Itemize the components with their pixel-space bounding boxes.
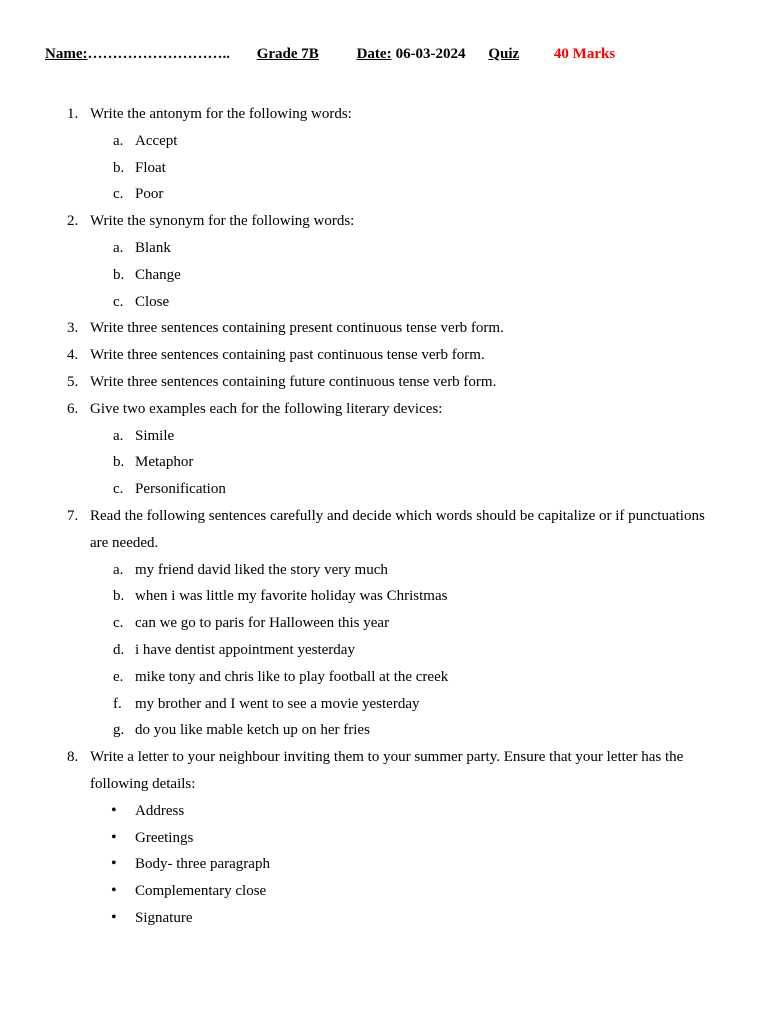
question-1 [0, 101, 768, 128]
quiz-label: Quiz [488, 46, 520, 62]
question-number: 4. [67, 347, 79, 364]
sub-item-text: Poor [135, 186, 164, 203]
sub-item-text: when i was little my favorite holiday was Christmas [135, 588, 448, 605]
sub-item-marker: a. [113, 561, 124, 578]
bullet-item [0, 825, 768, 852]
question-text: Give two examples each for the following literary devices: [90, 400, 443, 417]
sub-item-marker: a. [113, 427, 124, 444]
sub-item-text: Accept [135, 132, 178, 149]
bullet-icon: • [111, 828, 117, 846]
name-label: Name: [45, 46, 88, 62]
question-text: Write the synonym for the following words: [90, 213, 355, 230]
question-3 [0, 315, 768, 342]
question-text: Write three sentences containing future continuous tense verb form. [90, 373, 497, 390]
question-text: Write three sentences containing past continuous tense verb form. [90, 347, 485, 364]
bullet-item [0, 905, 768, 932]
sub-item-marker: g. [113, 722, 125, 739]
sub-item-marker: b. [113, 454, 125, 471]
question-2 [0, 208, 768, 235]
sub-item-marker: f. [113, 695, 122, 712]
sub-item-text: Personification [135, 481, 226, 498]
sub-item [0, 610, 768, 637]
question-text: Write the antonym for the following words: [90, 106, 352, 122]
sub-item [0, 449, 768, 476]
question-list [0, 101, 768, 932]
sub-item [0, 557, 768, 584]
sub-item-text: Metaphor [135, 454, 194, 471]
sub-item-text: Float [135, 159, 166, 176]
sub-item-marker: c. [113, 293, 124, 310]
question-number: 3. [67, 320, 79, 337]
grade-label: Grade 7B [256, 46, 319, 62]
quiz-header [45, 46, 615, 63]
total-marks: 40 Marks [553, 46, 616, 62]
question-6 [0, 396, 768, 423]
question-7 [0, 503, 768, 557]
question-number: 6. [67, 400, 79, 417]
date-value: 06-03-2024 [395, 46, 466, 62]
sub-item-marker: a. [113, 239, 124, 256]
sub-item-text: my friend david liked the story very much [135, 561, 388, 578]
bullet-item [0, 798, 768, 825]
sub-item-marker: c. [113, 481, 124, 498]
sub-item [0, 664, 768, 691]
sub-item-marker: a. [113, 132, 124, 149]
sub-item-text: can we go to paris for Halloween this year [135, 615, 390, 632]
sub-item-text: Body- three paragraph [135, 856, 270, 873]
sub-item [0, 128, 768, 155]
bullet-icon: • [111, 882, 117, 900]
sub-item-text: do you like mable ketch up on her fries [135, 722, 370, 739]
question-number: 7. [67, 507, 79, 524]
sub-item-text: i have dentist appointment yesterday [135, 641, 355, 658]
sub-item-marker: d. [113, 641, 125, 658]
sub-item [0, 181, 768, 208]
question-8 [0, 744, 768, 798]
bullet-icon: • [111, 908, 117, 926]
question-number: 1. [67, 106, 79, 122]
bullet-item [0, 851, 768, 878]
sub-item-marker: e. [113, 668, 124, 685]
question-number: 5. [67, 373, 79, 390]
sub-item-text: mike tony and chris like to play football at the creek [135, 668, 449, 685]
sub-item [0, 583, 768, 610]
sub-item [0, 235, 768, 262]
sub-item [0, 476, 768, 503]
sub-item-text: Greetings [135, 829, 194, 846]
sub-item [0, 262, 768, 289]
sub-item-marker: c. [113, 615, 124, 632]
sub-item [0, 155, 768, 182]
sub-item [0, 637, 768, 664]
sub-item-marker: b. [113, 588, 125, 605]
sub-item-text: Close [135, 293, 170, 310]
sub-item-marker: b. [113, 266, 125, 283]
sub-item-text: Blank [135, 239, 171, 256]
sub-item-text: my brother and I went to see a movie yesterday [135, 695, 420, 712]
sub-item-text: Complementary close [135, 883, 267, 900]
question-4 [0, 342, 768, 369]
question-text: Read the following sentences carefully and decide which words should be capitalize or if punctuations are needed. [90, 507, 705, 551]
sub-item [0, 717, 768, 744]
sub-item-text: Change [135, 266, 181, 283]
sub-item-text: Address [135, 802, 185, 819]
question-text: Write three sentences containing present continuous tense verb form. [90, 320, 504, 337]
sub-item-marker: b. [113, 159, 125, 176]
question-number: 2. [67, 213, 79, 230]
question-5 [0, 369, 768, 396]
bullet-icon: • [111, 801, 117, 819]
question-number: 8. [67, 749, 79, 766]
date-label: Date: [356, 46, 392, 62]
bullet-icon: • [111, 855, 117, 873]
sub-item-text: Simile [135, 427, 175, 444]
sub-item-marker: c. [113, 186, 124, 203]
sub-item-text: Signature [135, 909, 193, 926]
sub-item [0, 423, 768, 450]
name-blank: ……………………….. [87, 46, 230, 62]
sub-item [0, 289, 768, 316]
question-text: Write a letter to your neighbour inviting them to your summer party. Ensure that your letter has the following details: [90, 749, 684, 792]
bullet-item [0, 878, 768, 905]
sub-item [0, 691, 768, 718]
